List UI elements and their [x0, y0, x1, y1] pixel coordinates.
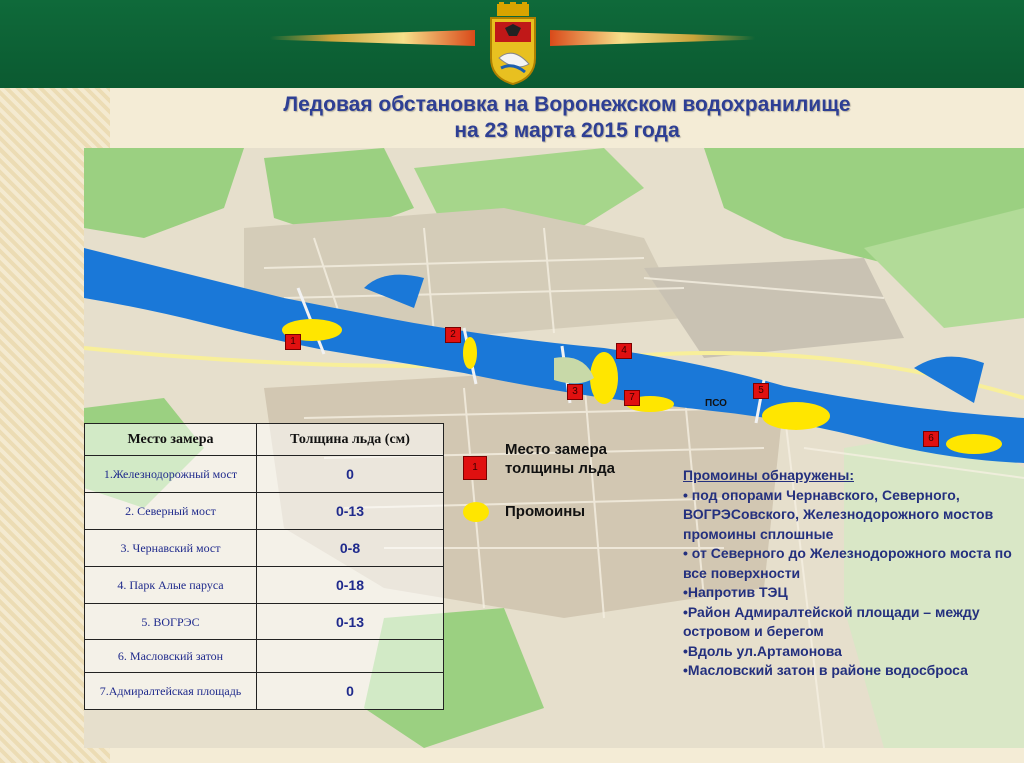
decorative-stripe-left [270, 30, 475, 46]
decorative-stripe-right [550, 30, 755, 46]
thickness-cell [257, 640, 444, 673]
title-line-2: на 23 марта 2015 года [454, 119, 680, 142]
notes-heading: Промоины обнаружены: [683, 467, 854, 483]
title-line-1: Ледовая обстановка на Воронежском водохранилище [283, 93, 851, 116]
place-cell: 7.Адмиралтейская площадь [85, 673, 257, 710]
header-place: Место замера [85, 424, 257, 456]
thickness-cell: 0 [257, 456, 444, 493]
place-cell: 4. Парк Алые паруса [85, 566, 257, 603]
header-bar [0, 0, 1024, 88]
coat-of-arms-icon [485, 2, 541, 86]
measure-marker-4[interactable]: 4 [616, 343, 632, 359]
notes-item: •Напротив ТЭЦ [683, 584, 788, 600]
table-row [85, 640, 444, 673]
place-cell: 2. Северный мост [85, 492, 257, 529]
table-row [85, 673, 444, 710]
table-row [85, 529, 444, 566]
place-cell: 5. ВОГРЭС [85, 603, 257, 640]
measure-marker-2[interactable]: 2 [445, 327, 461, 343]
measure-marker-7[interactable]: 7 [624, 390, 640, 406]
place-cell: 1.Железнодорожный мост [85, 456, 257, 493]
place-cell: 6. Масловский затон [85, 640, 257, 673]
thickness-cell: 0-18 [257, 566, 444, 603]
notes-item: • под опорами Чернавского, Северного, ВОГРЭСовского, Железнодорожного мостов промоины сплошные [683, 486, 994, 542]
table-row [85, 603, 444, 640]
notes-item: •Район Адмиралтейской площади – между островом и берегом [683, 603, 980, 639]
table-header-row [85, 424, 444, 456]
polynya-notes [683, 466, 1013, 681]
measure-marker-6[interactable]: 6 [923, 431, 939, 447]
pso-label: ПСО [705, 398, 727, 409]
legend-polynya-text: Промоины [505, 503, 586, 520]
ice-thickness-table [84, 423, 444, 710]
thickness-cell: 0 [257, 673, 444, 710]
measure-marker-1[interactable]: 1 [285, 334, 301, 350]
notes-item: •Вдоль ул.Артамонова [683, 642, 842, 659]
thickness-cell: 0-13 [257, 603, 444, 640]
place-cell: 3. Чернавский мост [85, 529, 257, 566]
page-title [110, 92, 1024, 144]
table-row [85, 456, 444, 493]
measure-marker-5[interactable]: 5 [753, 383, 769, 399]
notes-item: • от Северного до Железнодорожного моста по все поверхности [683, 545, 1012, 581]
measure-marker-3[interactable]: 3 [567, 384, 583, 400]
legend-polynya-icon [463, 502, 489, 522]
legend-marker-text: Место замера толщины льда [505, 441, 615, 477]
legend-marker-icon: 1 [463, 456, 487, 480]
table-row [85, 566, 444, 603]
header-thickness: Толщина льда (см) [257, 424, 444, 456]
thickness-cell: 0-13 [257, 492, 444, 529]
thickness-cell: 0-8 [257, 529, 444, 566]
table-row [85, 492, 444, 529]
notes-item: •Масловский затон в районе водосброса [683, 662, 968, 678]
